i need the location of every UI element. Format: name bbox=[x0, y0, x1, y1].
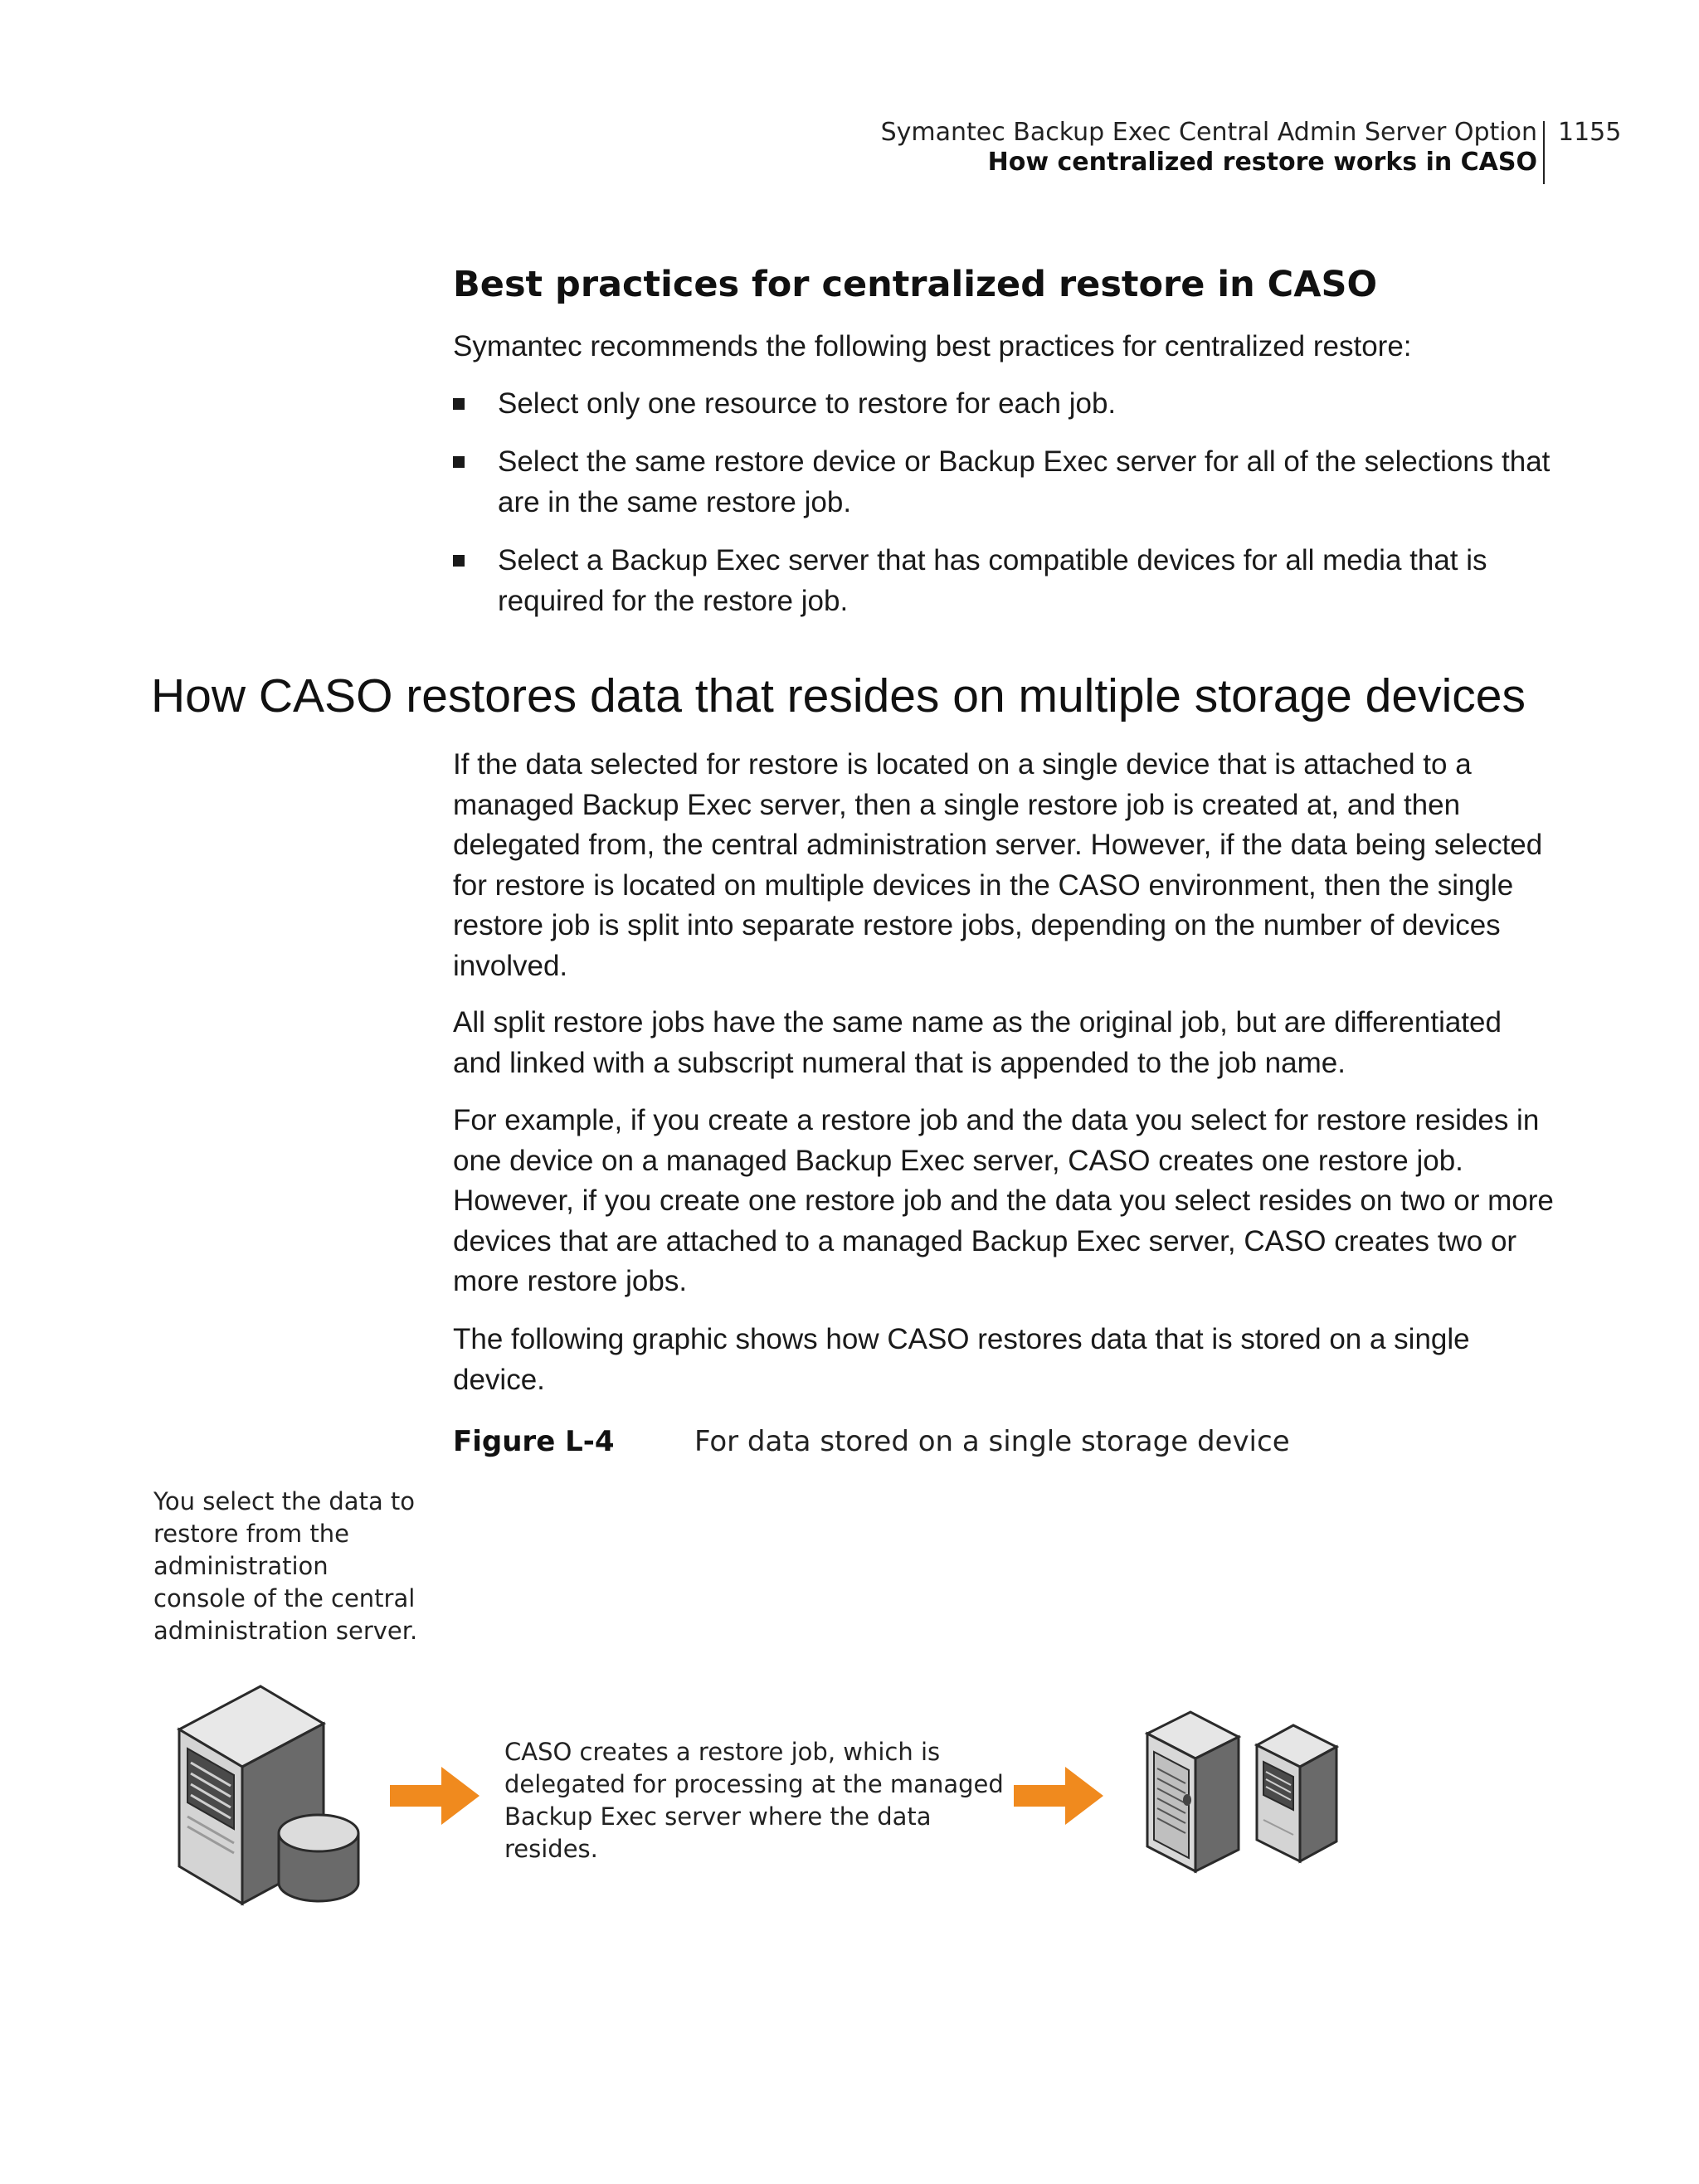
best-practices-heading: Best practices for centralized restore in CASO bbox=[453, 264, 1378, 305]
figure-note-restore-job: CASO creates a restore job, which is delegated for processing at the managed Backup Exec server where the data resides. bbox=[504, 1738, 1004, 1863]
bullet-marker bbox=[453, 555, 465, 567]
bullet-item bbox=[453, 541, 1556, 621]
running-header-chapter: Symantec Backup Exec Central Admin Server Option bbox=[880, 118, 1537, 147]
bullet-marker bbox=[453, 456, 465, 468]
paragraph-graphic-intro: The following graphic shows how CASO restores data that is stored on a single device. bbox=[453, 1323, 1470, 1396]
flow-arrow-icon bbox=[390, 1767, 481, 1825]
paragraph-split-jobs: All split restore jobs have the same name as the original job, but are differentiated and linked with a subscript numeral that is appended to the job name. bbox=[453, 1006, 1502, 1079]
central-admin-server-icon bbox=[176, 1684, 367, 1908]
bullet-item bbox=[453, 384, 1556, 425]
header-divider bbox=[1543, 121, 1545, 184]
multi-device-heading: How CASO restores data that resides on multiple storage devices bbox=[151, 669, 1526, 722]
figure-title: For data stored on a single storage device bbox=[694, 1425, 1290, 1458]
bullet-item bbox=[453, 442, 1556, 523]
paragraph-example: For example, if you create a restore job and the data you select for restore resides in one device on a managed Backup Exec server, CASO creates one restore job. However, if you create one restore job and the data you select resides on two or more devices that are attached to a managed Backup Exec server, CASO creates two or more restore jobs. bbox=[453, 1104, 1554, 1297]
bullet-text: Select the same restore device or Backup Exec server for all of the selections that are in the same restore job. bbox=[498, 445, 1551, 518]
figure-label: Figure L-4 bbox=[453, 1425, 615, 1458]
running-header-section: How centralized restore works in CASO bbox=[987, 148, 1537, 177]
bullet-marker bbox=[453, 398, 465, 410]
managed-server-storage-icon bbox=[1141, 1709, 1365, 1875]
best-practices-intro: Symantec recommends the following best practices for centralized restore: bbox=[453, 330, 1412, 362]
page-number: 1155 bbox=[1558, 118, 1622, 147]
bullet-text: Select only one resource to restore for each job. bbox=[498, 387, 1117, 420]
bullet-text: Select a Backup Exec server that has compatible devices for all media that is required for the restore job. bbox=[498, 544, 1487, 617]
figure-note-select-data: You select the data to restore from the administration console of the central administration server. bbox=[153, 1487, 418, 1645]
flow-arrow-icon bbox=[1014, 1767, 1105, 1825]
paragraph-single-vs-multiple: If the data selected for restore is located on a single device that is attached to a managed Backup Exec server, then a single restore job is created at, and then delegated from, the central administration server. However, if the data being selected for restore is located on multiple devices in the CASO environment, then the single restore job is split into separate restore jobs, depending on the number of devices involved. bbox=[453, 748, 1543, 982]
